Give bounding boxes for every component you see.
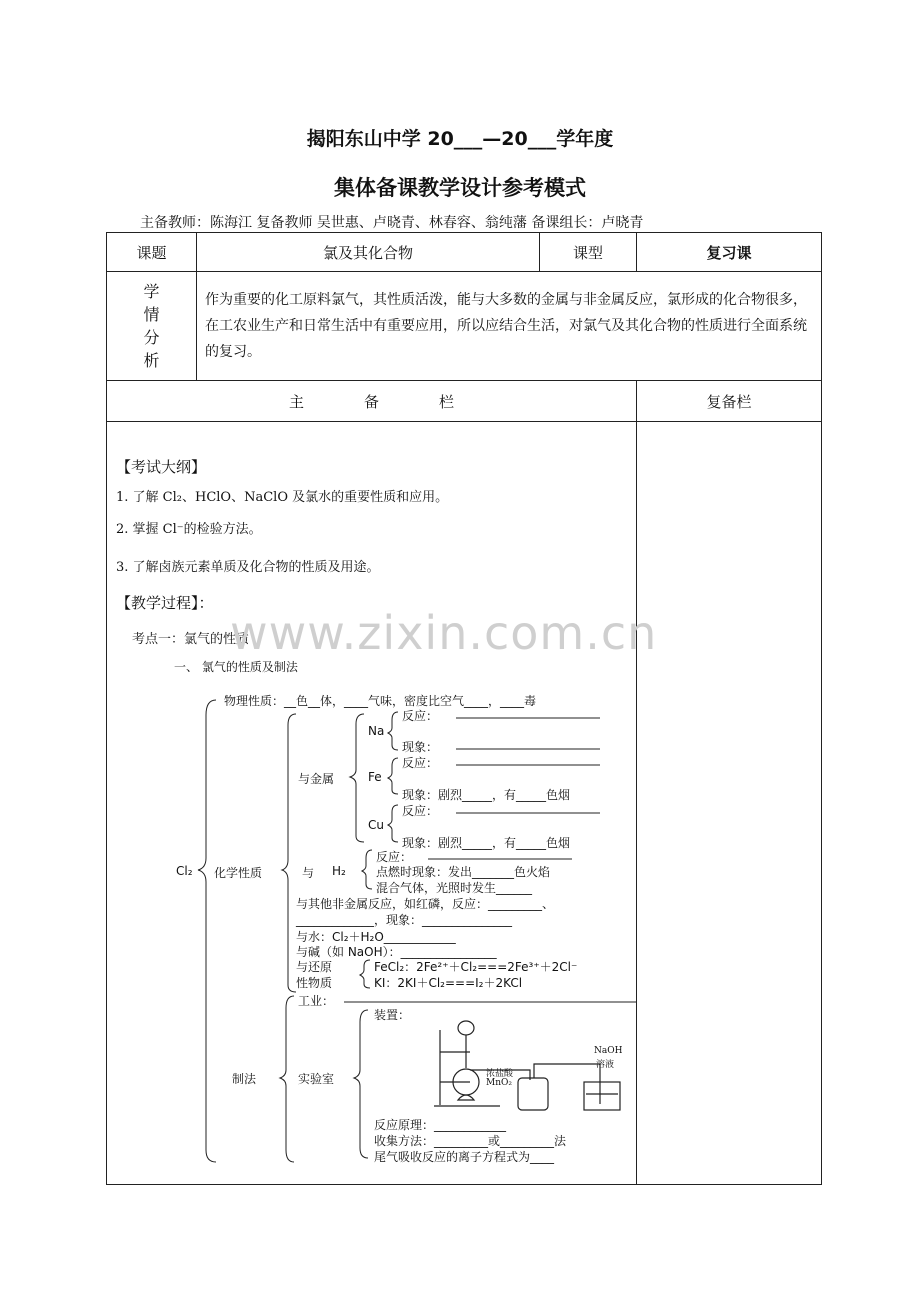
- fe-phenomenon: 现象：剧烈_____，有_____色烟: [402, 788, 571, 802]
- fe-label: Fe: [368, 770, 382, 784]
- industry-label: 工业：: [298, 994, 335, 1008]
- main-column-header: 主 备 栏: [107, 381, 637, 422]
- topic-label: 课题: [107, 233, 197, 272]
- phys-props: 物理性质：__色__体，____气味，密度比空气____，____毒: [224, 694, 537, 708]
- prep-label: 制法: [232, 1072, 257, 1086]
- watermark: www.zixin.com.cn: [230, 606, 658, 660]
- cu-brace: [388, 805, 398, 842]
- na-phenomenon: 现象：: [402, 740, 439, 754]
- mno2-label: MnO₂: [486, 1078, 512, 1088]
- h2-light: 混合气体，光照时发生______: [376, 881, 533, 895]
- tail-gas-absorption: 尾气吸收反应的离子方程式为____: [374, 1150, 555, 1164]
- apparatus-label: 装置：: [374, 1008, 411, 1022]
- topic-value: 氯及其化合物: [197, 233, 540, 272]
- analysis-label: 学 情 分 析: [107, 272, 197, 381]
- fe-brace: [388, 758, 398, 794]
- with-base: 与碱（如 NaOH）：________________: [296, 945, 497, 959]
- page-subtitle: 集体备课教学设计参考模式: [334, 176, 586, 200]
- with-water: 与水：Cl₂＋H₂O____________: [296, 930, 456, 944]
- reduce-label-a: 与还原: [296, 960, 333, 974]
- with-metal-label: 与金属: [298, 772, 335, 786]
- collection-method: 收集方法：_________或_________法: [374, 1134, 567, 1148]
- section-one-heading: 一、 氯气的性质及制法: [174, 660, 298, 674]
- cu-label: Cu: [368, 818, 384, 832]
- side-column-header: 复备栏: [637, 381, 822, 422]
- reaction-principle: 反应原理：____________: [374, 1118, 507, 1132]
- type-value: 复习课: [637, 233, 822, 272]
- ki-equation: KI：2KI＋Cl₂===I₂＋2KCl: [374, 976, 523, 990]
- cu-phenomenon: 现象：剧烈_____，有_____色烟: [402, 836, 571, 850]
- reduce-brace: [360, 960, 370, 988]
- nonmetal-reaction: 与其他非金属反应，如红磷，反应：_________、: [296, 897, 555, 911]
- cl2-root: Cl₂: [176, 864, 193, 878]
- h2-reaction: 反应：: [376, 850, 413, 864]
- with-h2-label-a: 与: [302, 866, 315, 880]
- syllabus-item-3: 3. 了解卤族元素单质及化合物的性质及用途。: [116, 560, 380, 575]
- lab-brace: [354, 1010, 368, 1158]
- na-reaction: 反应：: [402, 709, 439, 723]
- process-heading: 【教学过程】：: [116, 594, 214, 612]
- h2-brace: [362, 850, 372, 889]
- h2-burn: 点燃时现象：发出_______色火焰: [376, 865, 551, 879]
- type-label: 课型: [540, 233, 637, 272]
- chem-brace: [282, 714, 296, 992]
- with-h2-label-b: H₂: [332, 864, 346, 878]
- cu-reaction: 反应：: [402, 804, 439, 818]
- syllabus-heading: 【考试大纲】: [116, 458, 207, 476]
- syllabus-item-2: 2. 掌握 Cl⁻的检验方法。: [116, 522, 262, 537]
- conc-hcl-label: 浓盐酸: [486, 1069, 514, 1079]
- analysis-text: 作为重要的化工原料氯气，其性质活泼，能与大多数的金属与非金属反应，氯形成的化合物很多，在工农业生产和日常生活中有重要应用，所以应结合生活，对氯气及其化合物的性质进行全面系统的复习。: [197, 272, 822, 381]
- fecl2-equation: FeCl₂：2Fe²⁺＋Cl₂===2Fe³⁺＋2Cl⁻: [374, 960, 578, 974]
- apparatus-drawing: [434, 1021, 623, 1110]
- nonmetal-observation: _____________，现象：_______________: [296, 913, 513, 927]
- chem-props-label: 化学性质: [214, 866, 263, 880]
- page-title: 揭阳东山中学 20___—20___学年度: [306, 128, 614, 150]
- reduce-label-b: 性物质: [296, 976, 333, 990]
- staff-line: 主备教师：陈海江 复备教师 吴世惠、卢晓青、林春容、翁纯藩 备课组长：卢晓青: [140, 215, 644, 231]
- na-label: Na: [368, 724, 385, 738]
- point-one: 考点一：氯气的性质: [132, 632, 250, 647]
- naoh-label: NaOH: [594, 1046, 623, 1056]
- cl2-brace: [198, 700, 216, 1162]
- prep-brace: [280, 996, 294, 1162]
- syllabus-item-1: 1. 了解 Cl₂、HClO、NaClO 及氯水的重要性质和应用。: [116, 490, 449, 505]
- na-brace: [388, 712, 398, 750]
- fe-reaction: 反应：: [402, 756, 439, 770]
- lab-label: 实验室: [298, 1072, 335, 1086]
- metal-brace: [350, 714, 364, 842]
- naoh-solution-label: 溶液: [596, 1060, 615, 1070]
